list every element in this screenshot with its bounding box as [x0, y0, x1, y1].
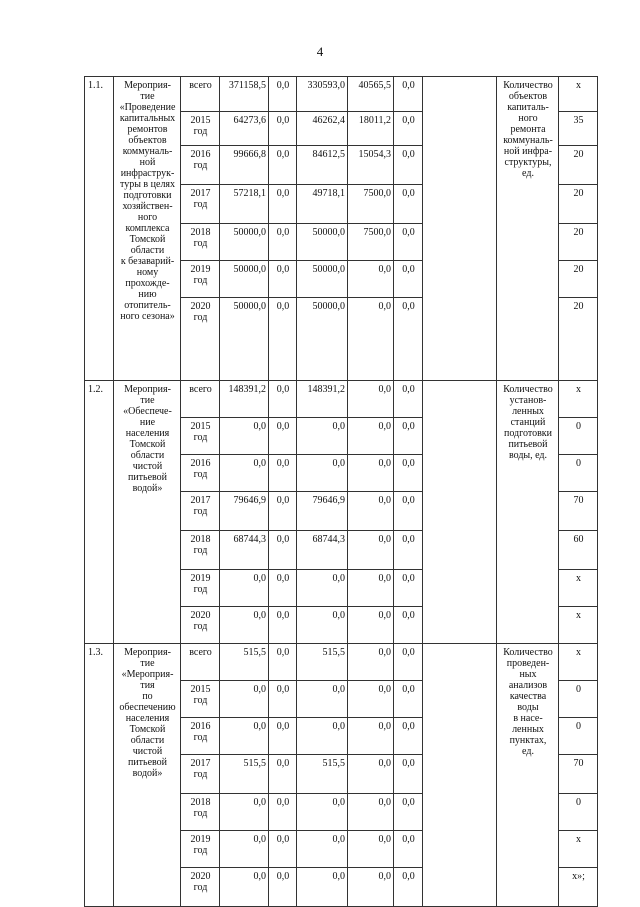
indicator-line: воды [517, 702, 539, 713]
regional-cell: 49718,1 [297, 185, 348, 224]
item-title-line: Томской [129, 234, 166, 245]
extrabudget-cell: 0,0 [394, 492, 423, 531]
regional-cell: 0,0 [297, 570, 348, 607]
regional-cell: 148391,2 [297, 381, 348, 418]
total-cell: 50000,0 [220, 261, 269, 298]
item-title-line: туры в целях [119, 179, 176, 190]
total-cell: 0,0 [220, 570, 269, 607]
extrabudget-cell: 0,0 [394, 607, 423, 644]
item-title-line: «Мероприя- [121, 669, 174, 680]
extrabudget-cell: 0,0 [394, 261, 423, 298]
federal-cell: 0,0 [269, 112, 297, 146]
local-cell: 7500,0 [348, 185, 394, 224]
regional-cell: 46262,4 [297, 112, 348, 146]
extrabudget-cell: 0,0 [394, 831, 423, 868]
indicator-line: питьевой [508, 439, 548, 450]
indicator-line: объектов [508, 91, 548, 102]
item-number: 1.1. [85, 77, 114, 381]
year-cell: 2019 год [181, 831, 220, 868]
extrabudget-cell: 0,0 [394, 185, 423, 224]
extrabudget-cell: 0,0 [394, 531, 423, 570]
federal-cell: 0,0 [269, 831, 297, 868]
federal-cell: 0,0 [269, 224, 297, 261]
total-cell: 99666,8 [220, 146, 269, 185]
regional-cell: 50000,0 [297, 224, 348, 261]
year-cell: 2018 год [181, 531, 220, 570]
item-title-line: ного [137, 212, 158, 223]
federal-cell: 0,0 [269, 455, 297, 492]
executor-cell [423, 77, 497, 381]
year-cell: 2015 год [181, 681, 220, 718]
item-number: 1.3. [85, 644, 114, 907]
indicator-line: ленных [512, 406, 544, 417]
year-cell: 2017 год [181, 185, 220, 224]
indicator-line: Количество [503, 80, 553, 91]
target-value: 0 [559, 418, 598, 455]
item-title-line: Томской [129, 439, 166, 450]
indicator-line: Количество [503, 647, 553, 658]
total-cell: 64273,6 [220, 112, 269, 146]
local-cell: 0,0 [348, 381, 394, 418]
local-cell: 7500,0 [348, 224, 394, 261]
indicator-line: подготовки [503, 428, 553, 439]
federal-cell: 0,0 [269, 681, 297, 718]
extrabudget-cell: 0,0 [394, 112, 423, 146]
item-title-line: чистой [132, 746, 163, 757]
total-cell: 515,5 [220, 644, 269, 681]
item-title-line: объектов [128, 135, 167, 146]
item-title-line: населения [125, 713, 170, 724]
federal-cell: 0,0 [269, 718, 297, 755]
extrabudget-cell: 0,0 [394, 224, 423, 261]
item-title-line: ние [139, 417, 156, 428]
target-value: 35 [559, 112, 598, 146]
local-cell: 0,0 [348, 868, 394, 907]
total-cell: 50000,0 [220, 224, 269, 261]
item-title-line: капитальных [119, 113, 176, 124]
local-cell: 0,0 [348, 492, 394, 531]
item-title-line: водой» [132, 768, 163, 779]
extrabudget-cell: 0,0 [394, 868, 423, 907]
year-cell: 2020 год [181, 868, 220, 907]
federal-cell: 0,0 [269, 298, 297, 381]
item-title [114, 381, 181, 644]
target-value: x [559, 607, 598, 644]
item-title-line: области [130, 735, 165, 746]
regional-cell: 50000,0 [297, 261, 348, 298]
item-title-line: комплекса [125, 223, 170, 234]
target-value: x [559, 77, 598, 112]
year-cell: 2015 год [181, 112, 220, 146]
item-title-line: по [142, 691, 153, 702]
year-cell: 2019 год [181, 570, 220, 607]
target-value: 0 [559, 681, 598, 718]
total-cell: 57218,1 [220, 185, 269, 224]
item-title-line: тие [140, 658, 155, 669]
year-cell: 2019 год [181, 261, 220, 298]
regional-cell: 0,0 [297, 607, 348, 644]
item-title-line: области [130, 245, 165, 256]
extrabudget-cell: 0,0 [394, 146, 423, 185]
extrabudget-cell: 0,0 [394, 794, 423, 831]
local-cell: 0,0 [348, 831, 394, 868]
extrabudget-cell: 0,0 [394, 77, 423, 112]
regional-cell: 0,0 [297, 455, 348, 492]
year-cell: 2018 год [181, 794, 220, 831]
target-value: 20 [559, 298, 598, 381]
item-title-line: ной [139, 157, 156, 168]
target-value: 70 [559, 755, 598, 794]
indicator-line: анализов [508, 680, 548, 691]
extrabudget-cell: 0,0 [394, 644, 423, 681]
local-cell: 0,0 [348, 261, 394, 298]
item-title-line: чистой [132, 461, 163, 472]
regional-cell: 0,0 [297, 868, 348, 907]
federal-cell: 0,0 [269, 381, 297, 418]
local-cell: 0,0 [348, 298, 394, 381]
indicator-line: Количество [503, 384, 553, 395]
indicator-line: ной инфра- [503, 146, 553, 157]
year-cell: 2017 год [181, 492, 220, 531]
local-cell: 0,0 [348, 607, 394, 644]
indicator-name [497, 381, 559, 644]
indicator-line: пунктах, [509, 735, 547, 746]
regional-cell: 79646,9 [297, 492, 348, 531]
indicator-line: качества [509, 691, 547, 702]
target-value: 20 [559, 185, 598, 224]
item-title-line: подготовки [123, 190, 172, 201]
target-value: 0 [559, 794, 598, 831]
total-cell: 68744,3 [220, 531, 269, 570]
year-cell: всего [181, 644, 220, 681]
extrabudget-cell: 0,0 [394, 455, 423, 492]
year-cell: всего [181, 381, 220, 418]
regional-cell: 0,0 [297, 718, 348, 755]
indicator-line: станций [510, 417, 546, 428]
item-title [114, 77, 181, 381]
regional-cell: 68744,3 [297, 531, 348, 570]
local-cell: 0,0 [348, 644, 394, 681]
item-title-line: Мероприя- [124, 384, 171, 395]
indicator-line: ных [519, 669, 537, 680]
item-title-line: области [130, 450, 165, 461]
extrabudget-cell: 0,0 [394, 755, 423, 794]
local-cell: 0,0 [348, 570, 394, 607]
item-title-line: «Проведение [119, 102, 176, 113]
regional-cell: 50000,0 [297, 298, 348, 381]
regional-cell: 0,0 [297, 681, 348, 718]
item-title-line: хозяйствен- [122, 201, 173, 212]
year-cell: 2017 год [181, 755, 220, 794]
federal-cell: 0,0 [269, 531, 297, 570]
local-cell: 0,0 [348, 455, 394, 492]
total-cell: 79646,9 [220, 492, 269, 531]
indicator-line: структуры, [504, 157, 552, 168]
federal-cell: 0,0 [269, 261, 297, 298]
indicator-line: воды, ед. [508, 450, 548, 461]
local-cell: 0,0 [348, 531, 394, 570]
indicator-line: проведен- [506, 658, 550, 669]
item-title-line: нию [138, 289, 157, 300]
item-title-line: ремонтов [127, 124, 168, 135]
local-cell: 0,0 [348, 718, 394, 755]
total-cell: 0,0 [220, 831, 269, 868]
federal-cell: 0,0 [269, 868, 297, 907]
program-table [84, 76, 598, 907]
year-cell: всего [181, 77, 220, 112]
extrabudget-cell: 0,0 [394, 681, 423, 718]
federal-cell: 0,0 [269, 146, 297, 185]
item-title-line: ного сезона» [120, 311, 175, 322]
federal-cell: 0,0 [269, 644, 297, 681]
year-cell: 2020 год [181, 607, 220, 644]
item-title-line: прохожде- [125, 278, 170, 289]
item-title-line: Мероприя- [124, 80, 171, 91]
item-title-line: тия [140, 680, 155, 691]
total-cell: 371158,5 [220, 77, 269, 112]
total-cell: 0,0 [220, 718, 269, 755]
item-title-line: к безаварий- [120, 256, 175, 267]
federal-cell: 0,0 [269, 755, 297, 794]
executor-cell [423, 644, 497, 907]
target-value: x [559, 644, 598, 681]
local-cell: 40565,5 [348, 77, 394, 112]
target-value: x [559, 570, 598, 607]
indicator-line: ремонта [510, 124, 546, 135]
year-cell: 2016 год [181, 455, 220, 492]
item-title-line: тие [140, 91, 155, 102]
target-value: x [559, 831, 598, 868]
indicator-line: ед. [522, 168, 534, 179]
indicator-line: установ- [509, 395, 547, 406]
local-cell: 0,0 [348, 794, 394, 831]
indicator-line: ед. [522, 746, 534, 757]
regional-cell: 515,5 [297, 644, 348, 681]
target-value: x»; [559, 868, 598, 907]
regional-cell: 330593,0 [297, 77, 348, 112]
target-value: x [559, 381, 598, 418]
item-title-line: питьевой [127, 472, 168, 483]
federal-cell: 0,0 [269, 185, 297, 224]
item-title-line: питьевой [127, 757, 168, 768]
federal-cell: 0,0 [269, 607, 297, 644]
item-title-line: тие [140, 395, 155, 406]
item-title-line: населения [125, 428, 170, 439]
total-cell: 0,0 [220, 607, 269, 644]
extrabudget-cell: 0,0 [394, 381, 423, 418]
total-cell: 50000,0 [220, 298, 269, 381]
total-cell: 0,0 [220, 418, 269, 455]
regional-cell: 0,0 [297, 794, 348, 831]
item-title-line: обеспечению [119, 702, 176, 713]
target-value: 0 [559, 455, 598, 492]
local-cell: 0,0 [348, 681, 394, 718]
local-cell: 18011,2 [348, 112, 394, 146]
regional-cell: 0,0 [297, 418, 348, 455]
target-value: 20 [559, 261, 598, 298]
executor-cell [423, 381, 497, 644]
table-row [85, 381, 598, 418]
target-value: 60 [559, 531, 598, 570]
federal-cell: 0,0 [269, 492, 297, 531]
item-title-line: «Обеспече- [123, 406, 172, 417]
indicator-line: в насе- [513, 713, 543, 724]
year-cell: 2016 год [181, 146, 220, 185]
target-value: 70 [559, 492, 598, 531]
year-cell: 2018 год [181, 224, 220, 261]
indicator-line: ного [518, 113, 538, 124]
indicator-name [497, 644, 559, 907]
indicator-line: коммуналь- [503, 135, 553, 146]
local-cell: 15054,3 [348, 146, 394, 185]
table-row [85, 644, 598, 681]
target-value: 20 [559, 224, 598, 261]
item-title-line: Мероприя- [124, 647, 171, 658]
item-title-line: отопитель- [124, 300, 171, 311]
federal-cell: 0,0 [269, 570, 297, 607]
item-title-line: инфраструк- [120, 168, 175, 179]
local-cell: 0,0 [348, 418, 394, 455]
year-cell: 2020 год [181, 298, 220, 381]
federal-cell: 0,0 [269, 418, 297, 455]
extrabudget-cell: 0,0 [394, 418, 423, 455]
item-title [114, 644, 181, 907]
total-cell: 148391,2 [220, 381, 269, 418]
page-number: 4 [316, 44, 324, 59]
total-cell: 515,5 [220, 755, 269, 794]
extrabudget-cell: 0,0 [394, 718, 423, 755]
federal-cell: 0,0 [269, 77, 297, 112]
year-cell: 2016 год [181, 718, 220, 755]
total-cell: 0,0 [220, 455, 269, 492]
target-value: 0 [559, 718, 598, 755]
regional-cell: 84612,5 [297, 146, 348, 185]
total-cell: 0,0 [220, 681, 269, 718]
item-number: 1.2. [85, 381, 114, 644]
extrabudget-cell: 0,0 [394, 298, 423, 381]
item-title-line: водой» [132, 483, 163, 494]
indicator-line: ленных [512, 724, 544, 735]
target-value: 20 [559, 146, 598, 185]
item-title-line: коммуналь- [122, 146, 173, 157]
extrabudget-cell: 0,0 [394, 570, 423, 607]
year-cell: 2015 год [181, 418, 220, 455]
indicator-line: капиталь- [507, 102, 549, 113]
total-cell: 0,0 [220, 794, 269, 831]
item-title-line: ному [136, 267, 159, 278]
total-cell: 0,0 [220, 868, 269, 907]
table-row [85, 77, 598, 112]
regional-cell: 515,5 [297, 755, 348, 794]
local-cell: 0,0 [348, 755, 394, 794]
item-title-line: Томской [129, 724, 166, 735]
federal-cell: 0,0 [269, 794, 297, 831]
indicator-name [497, 77, 559, 381]
regional-cell: 0,0 [297, 831, 348, 868]
